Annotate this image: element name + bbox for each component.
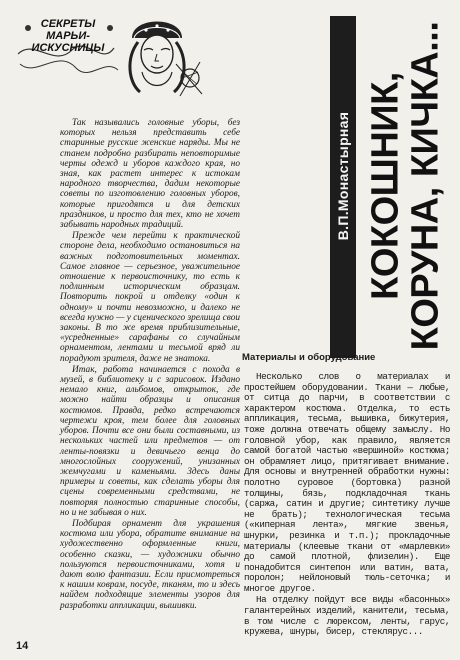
intro-paragraph: Так назывались головные уборы, без которых нельзя представить себе старинные русские женские наряды. Мы не станем подробно разбирать неповторимые черты одежд и уборов каждого края, но зная, как растет интерес к истокам народного творчества, дадим некоторые советы по изготовлению головных уборов, которые пригодятся и для детских праздников, и просто для тех, кто не хочет забывать народных традиций. — [60, 118, 240, 231]
rubric-line: ИСКУСНИЦЫ — [31, 42, 105, 54]
rubric-logo — [14, 8, 204, 98]
section-heading: Материалы и оборудование — [242, 352, 376, 363]
body-paragraph: Несколько слов о материалах и простейшем оборудовании. Ткани — любые, от ситца до парчи, в соответствии с характером костюма. Отделка, то есть аппликация, тесьма, вышивка, бижутерия, тоже должна отвечать общему замыслу. Но головной убор, как правило, является самой богатой частью «вершиной» костюма; он обрамляет лицо, притягивает внимание. Для основы и внутренней обработки нужны: полотно суровое (бортовка) разной толщины, бязь, подкладочная ткань (саржа, сатин и другие; синтетику лучше не брать); технологическая тесьма («киперная лента», мягкие звенья, шнурки, резинка и т.п.); прокладочные материалы (клеевые ткани от «марлевки» до самой плотной, флизелин). Еще понадобится синтепон или ватин, вата, поролон; нейлоновый тюль-сеточка; и многое другое. — [244, 372, 450, 594]
article-title-line-2: КОРУНА, КИЧКА... — [404, 21, 447, 351]
article-title-band — [330, 16, 448, 358]
body-paragraph: На отделку пойдут все виды «басонных» галантерейных изделий, канители, тесьма, в том числе с люрексом, ленты, гарус, кружева, шнуры, бисер, стеклярус... — [244, 594, 450, 638]
intro-column — [60, 118, 240, 612]
intro-paragraph: Итак, работа начинается с похода в музей, в библиотеку и с зарисовок. Издано немало книг, альбомов, открыток, где можно найти образцы и описания костюмов. Правда, редко встречаются чертежи кроя, тем более для головных уборов. Почти все они были составными, из нескольких частей или предметов — от ленты-повязки и девичьего венца до многослойных сооружений, унизанных жемчугами и каменьями. Здесь даны примеры и советы, как сделать уборы для сцены современными средствами, не повторяя полностью старинные способы, но и не забывая о них. — [60, 364, 240, 518]
body-column — [244, 372, 450, 654]
author-name: В.П.Монастырная — [335, 111, 351, 241]
rubric-title — [20, 18, 116, 54]
intro-paragraph: Прежде чем перейти к практической стороне дела, необходимо остановиться на важных подготовительных моментах. Самое главное — серьезное, уважительное отношение к первоисточнику, то есть к подлинным историческим образцам. Повторить покрой и отделку «один к одному» и почти невозможно, и далеко не всегда нужно — у сценического зрелища свои законы. В то же время приблизительные, «усредненные» сарафаны со случайным орнаментом, лентами и тесьмой вряд ли порадуют зрителя, даже не знатока. — [60, 231, 240, 364]
article-title-line-1: КОКОШНИК, — [364, 72, 407, 300]
page-number: 14 — [16, 640, 29, 652]
author-bar — [330, 16, 356, 358]
rubric-line: СЕКРЕТЫ — [40, 18, 96, 30]
intro-paragraph: Подбирая орнамент для украшения костюма или убора, обратите внимание на художественно оформленные книги, особенно сказки, — художники обычно пользуются первоисточниками, хотя и дают волю фантазии. Если присмотреться к нашим коврам, посуде, тканям, то и здесь найдем подходящие элементы узоров для разработки аппликации, вышивки. — [60, 518, 240, 611]
rubric-line: МАРЬИ- — [46, 30, 90, 42]
